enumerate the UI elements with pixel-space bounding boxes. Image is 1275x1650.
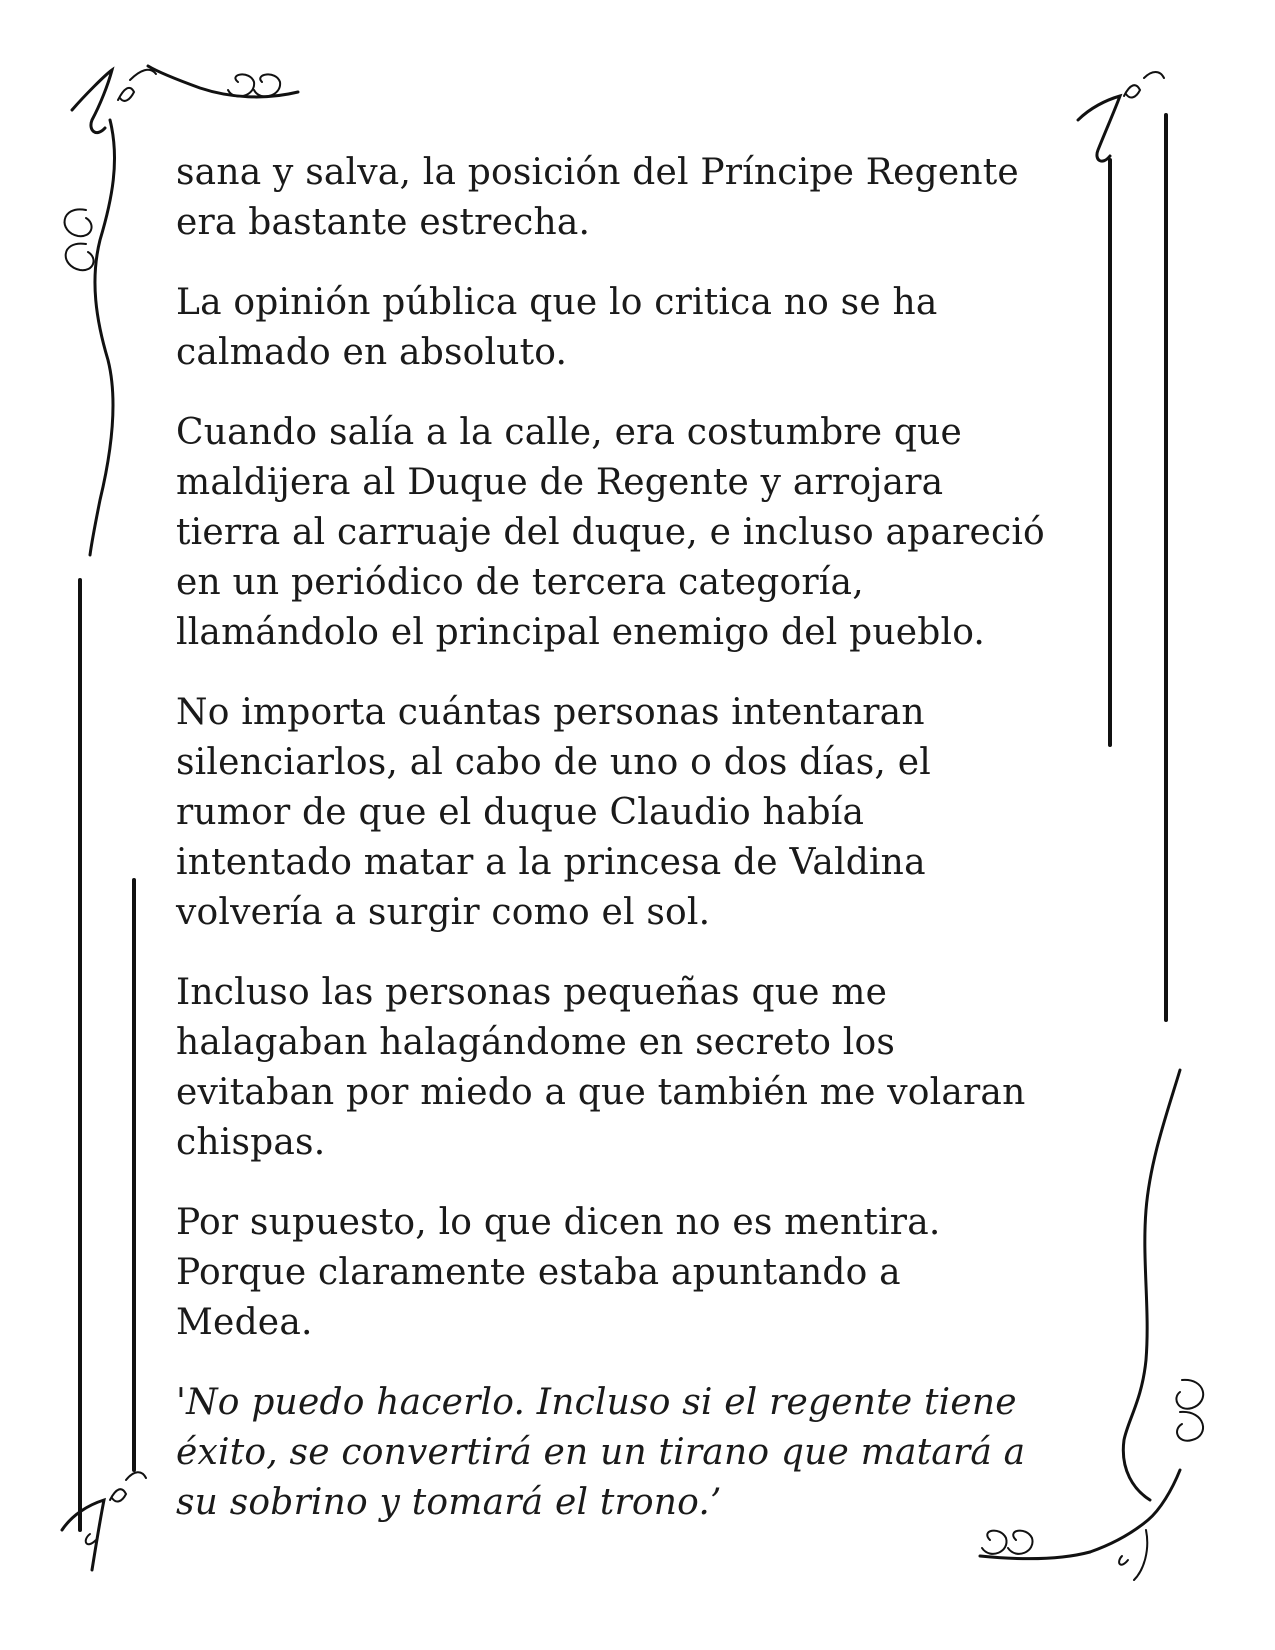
- paragraph-1: sana y salva, la posición del Príncipe Regente era bastante estrecha.: [176, 152, 1019, 243]
- document-body: [176, 148, 1096, 1558]
- paragraph-4: No importa cuántas personas intentaran silenciarlos, al cabo de uno o dos días, el rumor de que el duque Claudio había intentado matar a la princesa de Valdina volvería a surgir como el sol.: [176, 692, 931, 933]
- paragraph-6: Por supuesto, lo que dicen no es mentira. Porque claramente estaba apuntando a Medea.: [176, 1202, 941, 1343]
- paragraph-2: La opinión pública que lo critica no se ha calmado en absoluto.: [176, 282, 938, 373]
- paragraph-5: Incluso las personas pequeñas que me halagaban halagándome en secreto los evitaban por miedo a que también me volaran chispas.: [176, 972, 1026, 1163]
- paragraph-7-thought: 'No puedo hacerlo. Incluso si el regente tiene éxito, se convertirá en un tirano que matará a su sobrino y tomará el trono.’: [176, 1382, 1026, 1523]
- bottom-left-flourish: [62, 1472, 146, 1570]
- paragraph-3: Cuando salía a la calle, era costumbre que maldijera al Duque de Regente y arrojara tierra al carruaje del duque, e incluso apareció en un periódico de tercera categoría, llamándolo el principal enemigo del pueblo.: [176, 412, 1045, 653]
